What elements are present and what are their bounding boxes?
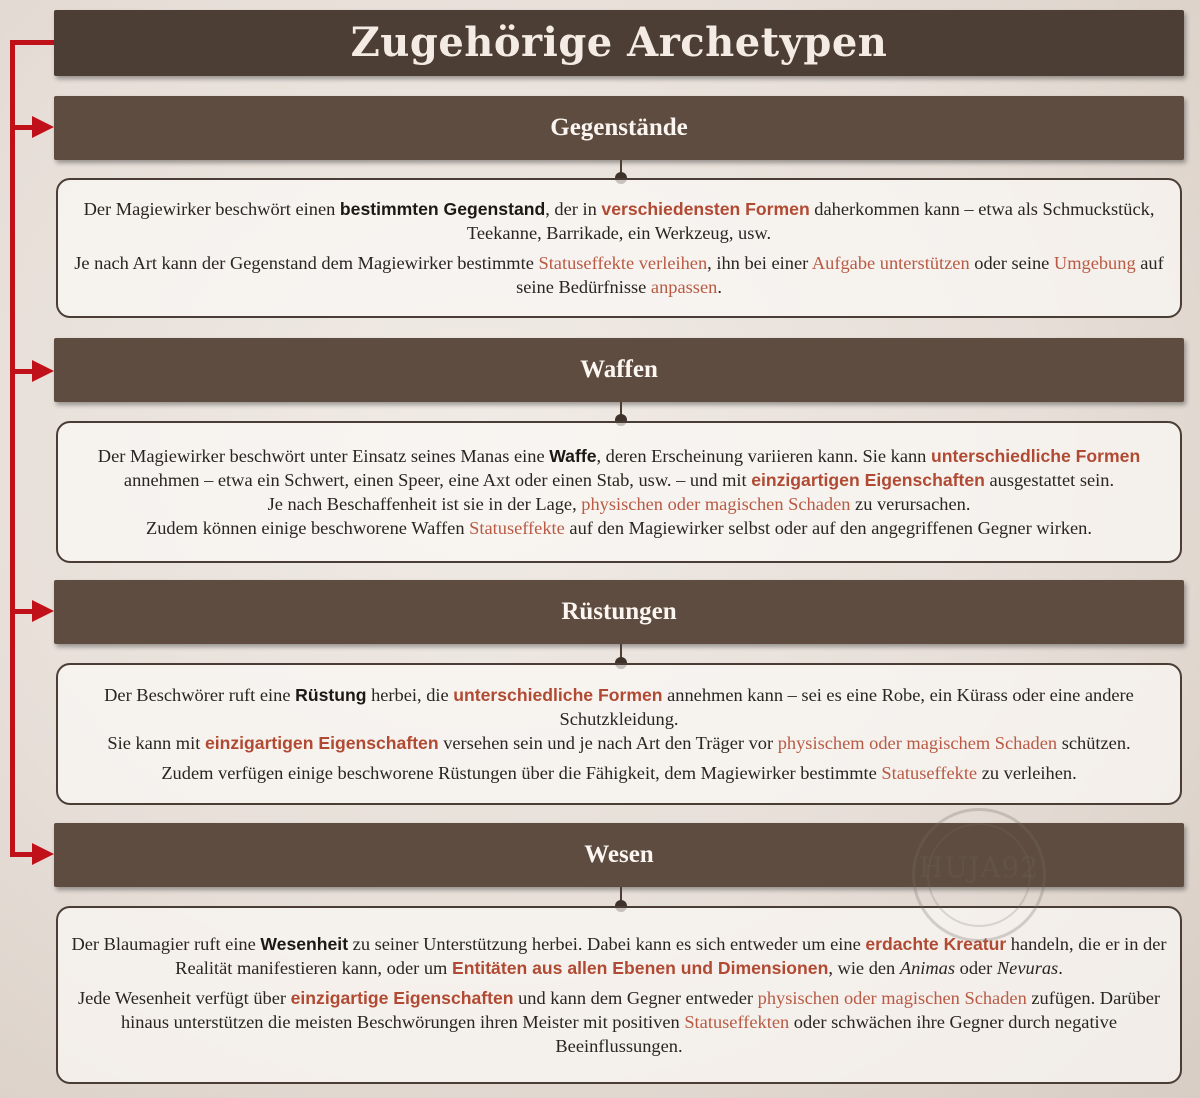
bracket-top-segment xyxy=(10,40,56,45)
description-box-waffen xyxy=(56,421,1182,563)
arrow-waffen-icon xyxy=(32,360,54,382)
paragraph: Zudem können einige beschworene Waffen Statuseffekte auf den Magiewirker selbst oder auf den angegriffenen Gegner wirken. xyxy=(146,518,1092,538)
paragraph: Zudem verfügen einige beschworene Rüstungen über die Fähigkeit, dem Magiewirker bestimmte Statuseffekte zu verleihen. xyxy=(161,763,1077,783)
watermark-stamp xyxy=(912,808,1046,942)
arrow-waffen-line xyxy=(10,369,34,374)
paragraph: Je nach Beschaffenheit ist sie in der Lage, physischen oder magischen Schaden zu verursachen. xyxy=(267,494,971,514)
arrow-gegenstaende-line xyxy=(10,125,34,130)
arrow-wesen-line xyxy=(10,852,34,857)
paragraph: Sie kann mit einzigartigen Eigenschaften versehen sein und je nach Art den Träger vor physischem oder magischem Schaden schützen. xyxy=(107,733,1131,753)
section-heading-waffen: Waffen xyxy=(54,338,1184,402)
section-heading-wesen: Wesen xyxy=(54,823,1184,887)
paragraph: Der Blaumagier ruft eine Wesenheit zu seiner Unterstützung herbei. Dabei kann es sich entweder um eine erdachte Kreatur handeln, die er in der Realität manifestieren kann, oder um Entitäten aus allen Ebenen und Dimensionen, wie den Animas oder Nevuras. xyxy=(71,934,1167,978)
section-heading-ruestungen: Rüstungen xyxy=(54,580,1184,644)
paragraph: Je nach Art kann der Gegenstand dem Magiewirker bestimmte Statuseffekte verleihen, ihn bei einer Aufgabe unterstützen oder seine Umgebung auf seine Bedürfnisse anpassen. xyxy=(74,253,1164,297)
paragraph: Der Beschwörer ruft eine Rüstung herbei, die unterschiedliche Formen annehmen kann – sei es eine Robe, ein Kürass oder eine andere Schutzkleidung. xyxy=(104,685,1134,729)
stamp-text: HUJA92 xyxy=(918,851,1040,884)
bracket-line xyxy=(10,44,15,856)
paragraph: Der Magiewirker beschwört unter Einsatz seines Manas eine Waffe, deren Erscheinung variieren kann. Sie kann unterschiedliche Formen annehmen – etwa ein Schwert, einen Speer, eine Axt oder einen Stab, usw. – und mit einzigartigen Eigenschaften ausgestattet sein. xyxy=(97,446,1141,490)
section-heading-gegenstaende: Gegenstände xyxy=(54,96,1184,160)
arrow-ruestungen-icon xyxy=(32,600,54,622)
description-box-wesen xyxy=(56,906,1182,1084)
arrow-gegenstaende-icon xyxy=(32,116,54,138)
description-box-gegenstaende xyxy=(56,178,1182,318)
arrow-ruestungen-line xyxy=(10,609,34,614)
page-title: Zugehörige Archetypen xyxy=(54,10,1184,76)
paragraph: Jede Wesenheit verfügt über einzigartige Eigenschaften und kann dem Gegner entweder physischen oder magischen Schaden zufügen. Darüber hinaus unterstützen die meisten Beschwörungen ihren Meister mit positiven Statuseffekten oder schwächen ihre Gegner durch negative Beeinflussungen. xyxy=(77,988,1161,1056)
arrow-wesen-icon xyxy=(32,843,54,865)
description-box-ruestungen xyxy=(56,663,1182,805)
paragraph: Der Magiewirker beschwört einen bestimmten Gegenstand, der in verschiedensten Formen daherkommen kann – etwa als Schmuckstück, Teekanne, Barrikade, ein Werkzeug, usw. xyxy=(83,199,1155,243)
